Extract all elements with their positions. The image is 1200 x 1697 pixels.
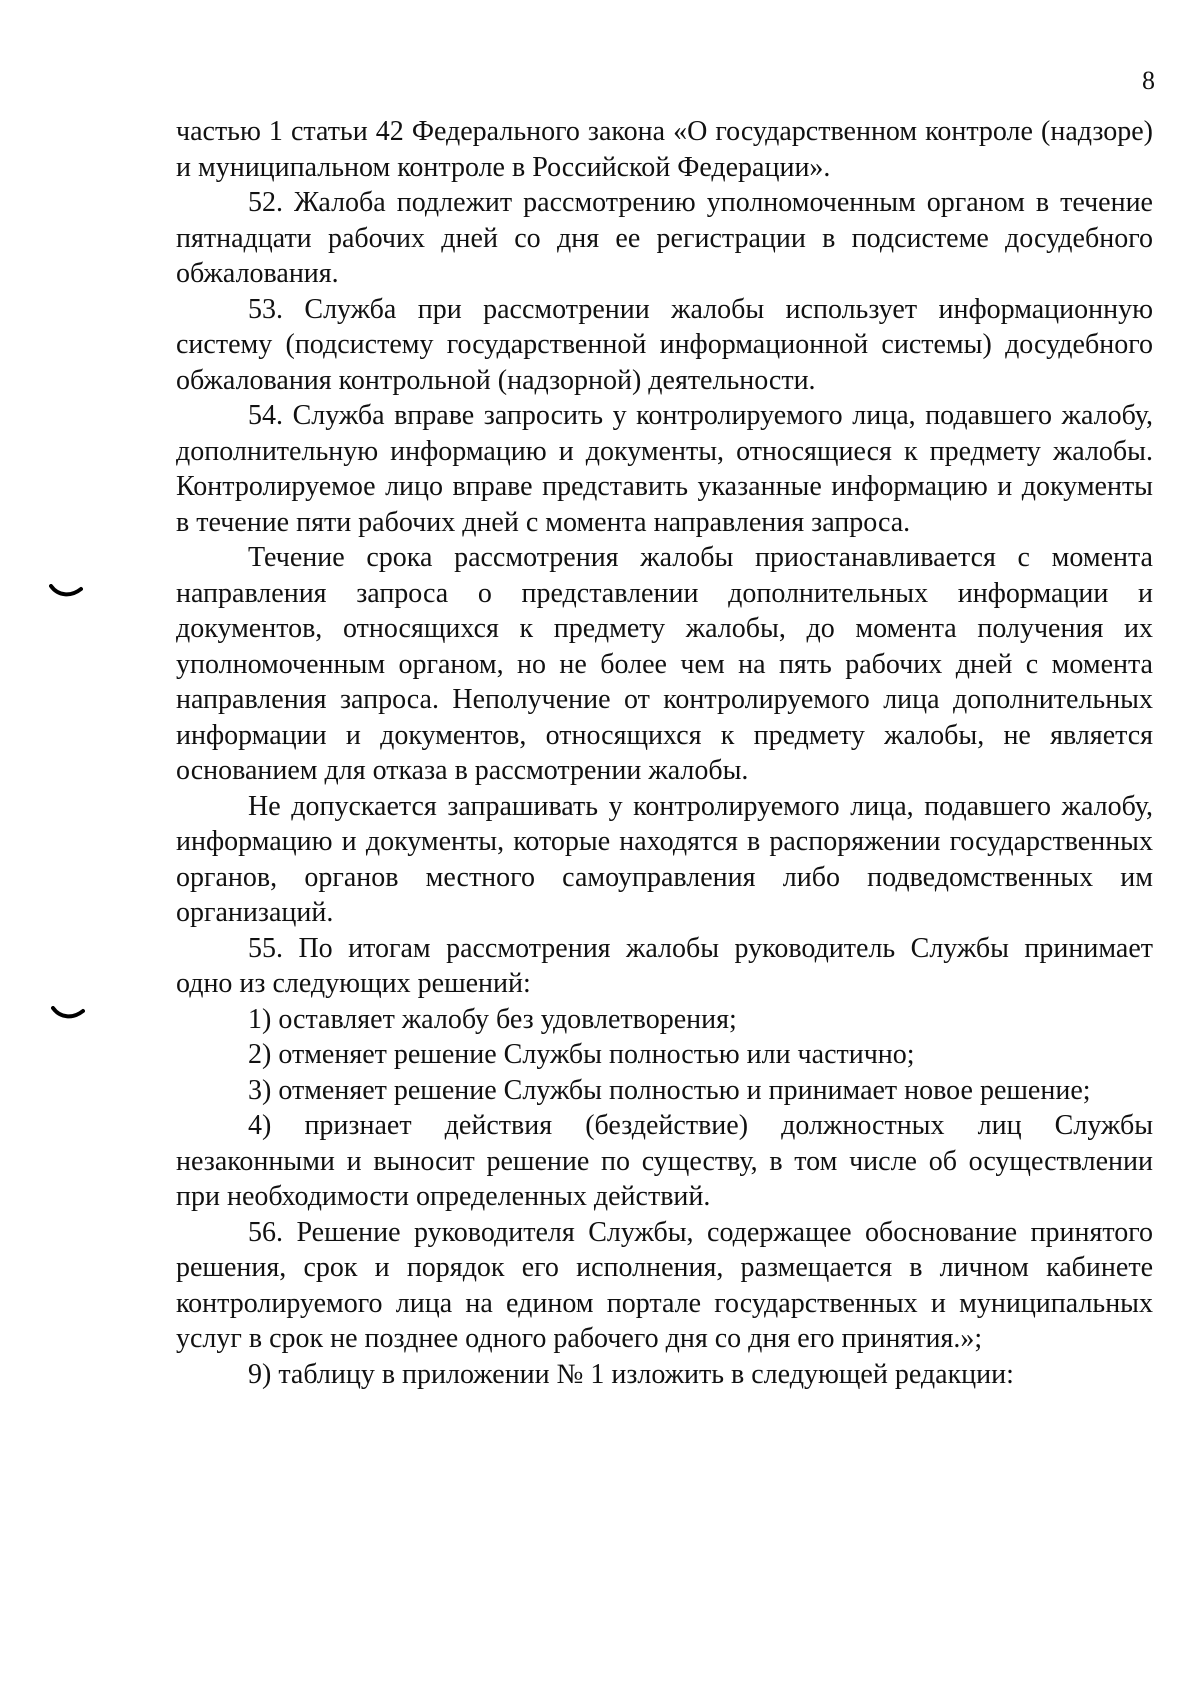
paragraph-54-term-suspension: Течение срока рассмотрения жалобы приостанавливается с момента направления запроса о представлении дополнительных информации и документов, относящихся к предмету жалобы, до момента получения их уполномоченным органом, но не более чем на пять рабочих дней с момента направления запроса. Неполучение от контролируемого лица дополнительных информации и документов, относящихся к предмету жалобы, не является основанием для отказа в рассмотрении жалобы. [176, 542, 1153, 786]
list-item-55-4: 4) признает действия (бездействие) должностных лиц Службы незаконными и выносит решение по существу, в том числе об осуществлении при необходимости определенных действий. [176, 1110, 1153, 1212]
paragraph-53: 53. Служба при рассмотрении жалобы использует информационную систему (подсистему государственной информационной системы) досудебного обжалования контрольной (надзорной) деятельности. [176, 293, 1153, 396]
list-item-55-2: 2) отменяет решение Службы полностью или частично; [248, 1039, 915, 1070]
list-item-55-3: 3) отменяет решение Службы полностью и принимает новое решение; [248, 1074, 1091, 1106]
margin-binding-mark-lower [51, 1006, 85, 1020]
paragraph-54: 54. Служба вправе запросить у контролируемого лица, подавшего жалобу, дополнительную информацию и документы, относящиеся к предмету жалобы. Контролируемое лицо вправе представить указанные информацию и документы в течение пяти рабочих дней с момента направления запроса. [176, 400, 1153, 538]
paragraph-54-request-restriction: Не допускается запрашивать у контролируемого лица, подавшего жалобу, информацию и документы, которые находятся в распоряжении государственных органов, органов местного самоуправления либо подведомственных им организаций. [176, 790, 1153, 928]
margin-binding-mark-upper [49, 584, 83, 598]
list-item-55-1: 1) оставляет жалобу без удовлетворения; [248, 1003, 737, 1035]
paragraph-item-9: 9) таблицу в приложении № 1 изложить в следующей редакции: [248, 1358, 1014, 1390]
paragraph-56: 56. Решение руководителя Службы, содержащее обоснование принятого решения, срок и порядок его исполнения, размещается в личном кабинете контролируемого лица на едином портале государственных и муниципальных услуг в срок не позднее одного рабочего дня со дня его принятия.»; [176, 1216, 1153, 1354]
paragraph-52: 52. Жалоба подлежит рассмотрению уполномоченным органом в течение пятнадцати рабочих дней со дня ее регистрации в подсистеме досудебного обжалования. [176, 187, 1153, 289]
page-number: 8 [1142, 66, 1155, 95]
paragraph-55: 55. По итогам рассмотрения жалобы руководитель Службы принимает одно из следующих решений: [176, 932, 1153, 999]
document-body [176, 114, 1153, 1392]
paragraph-continuation: частью 1 статьи 42 Федерального закона «О государственном контроле (надзоре) и муниципальном контроле в Российской Федерации». [176, 116, 1153, 183]
